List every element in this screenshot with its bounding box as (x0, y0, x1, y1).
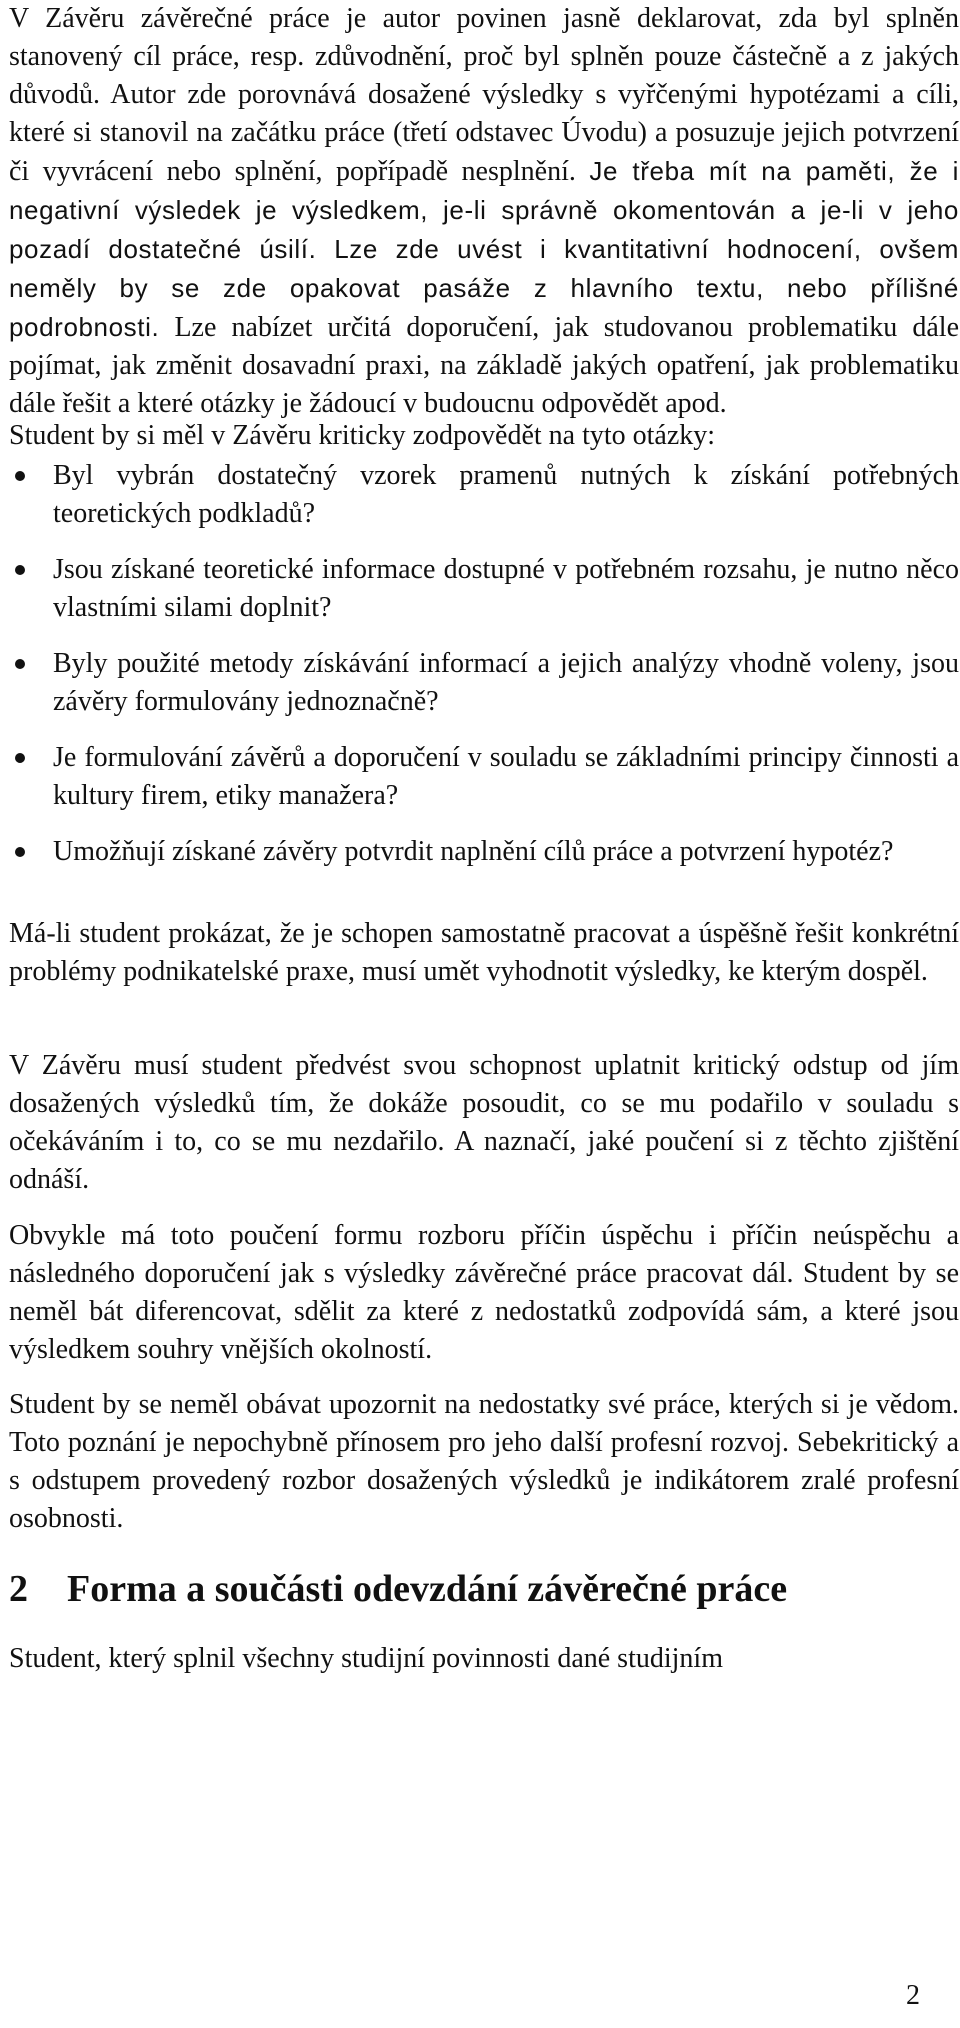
question-text: Je formulování závěrů a doporučení v souladu se základními principy činnosti a kultury firem, etiky manažera? (53, 742, 959, 811)
page-number: 2 (906, 1980, 920, 2011)
bullet-icon (15, 847, 25, 857)
intro-text-serif: V Závěru závěrečné práce je autor povinen jasně deklarovat, zda byl splněn stanovený cíl práce, resp. zdůvodnění, proč byl splněn pouze částečně a z jakých důvodů. Autor zde porovnává dosažené výsledky s vyřčenými hypotézami a cíli, které si stanovil na začátku práce (třetí odstavec Úvodu) a posuzuje jejich potvrzení či vyvrácení nebo splnění, popřípadě nesplnění. (9, 3, 959, 187)
conclusion-intro-paragraph (9, 0, 959, 423)
questions-list (9, 457, 959, 889)
bullet-icon (15, 753, 25, 763)
paragraph-self-evaluation: Má-li student prokázat, že je schopen samostatně pracovat a úspěšně řešit konkrétní problémy podnikatelské praxe, musí umět vyhodnotit výsledky, ke kterým dospěl. (9, 918, 959, 987)
question-text: Byly použité metody získávání informací a jejich analýzy vhodně voleny, jsou závěry formulovány jednoznačně? (53, 648, 959, 717)
paragraph-shortcomings: Student by se neměl obávat upozornit na nedostatky své práce, kterých si je vědom. Toto poznání je nepochybně přínosem pro jeho další profesní rozvoj. Sebekritický a s odstupem provedený rozbor dosažených výsledků je indikátorem zralé profesní osobnosti. (9, 1389, 959, 1534)
section-title: Forma a součásti odevzdání závěrečné práce (67, 1568, 788, 1610)
question-text: Jsou získané teoretické informace dostupné v potřebném rozsahu, je nutno něco vlastními silami doplnit? (53, 554, 959, 623)
paragraph-critical-distance: V Závěru musí student předvést svou schopnost uplatnit kritický odstup od jím dosažených výsledků tím, že dokáže posoudit, co se mu podařilo v souladu s očekáváním i to, co se mu nezdařilo. A naznačí, jaké poučení si z těchto zjištění odnáší. (9, 1050, 959, 1195)
question-item (9, 551, 959, 627)
bullet-icon (15, 659, 25, 669)
questions-lead: Student by si měl v Závěru kriticky zodpovědět na tyto otázky: (9, 420, 716, 451)
paragraph-lessons: Obvykle má toto poučení formu rozboru příčin úspěchu i příčin neúspěchu a následného doporučení jak s výsledky závěrečné práce pracovat dál. Student by se neměl bát diferencovat, sdělit za které z nedostatků zodpovídá sám, a které jsou výsledkem souhry vnějších okolností. (9, 1220, 959, 1365)
question-text: Byl vybrán dostatečný vzorek pramenů nutných k získání potřebných teoretických podkladů? (53, 460, 959, 529)
question-item (9, 833, 959, 871)
section-heading (9, 1565, 787, 1613)
intro-text-sans: Je třeba mít na paměti, že i negativní výsledek je výsledkem, je-li správně okomentován a je-li v jeho pozadí dostatečné úsilí. Lze zde uvést i kvantitativní hodnocení, ovšem neměly by se zde opakovat pasáže z hlavního textu, nebo přílišné podrobnosti. (9, 156, 960, 342)
bullet-icon (15, 565, 25, 575)
question-item (9, 645, 959, 721)
section-intro-paragraph: Student, který splnil všechny studijní povinnosti dané studijním (9, 1643, 723, 1674)
bullet-icon (15, 471, 25, 481)
section-number: 2 (9, 1568, 28, 1610)
question-item (9, 739, 959, 815)
question-item (9, 457, 959, 533)
intro-text-end: Lze nabízet určitá doporučení, jak studovanou problematiku dále pojímat, jak změnit dosavadní praxi, na základě jakých opatření, jak problematiku dále řešit a které otázky je žádoucí v budoucnu odpovědět apod. (9, 312, 959, 419)
question-text: Umožňují získané závěry potvrdit naplnění cílů práce a potvrzení hypotéz? (53, 836, 894, 867)
